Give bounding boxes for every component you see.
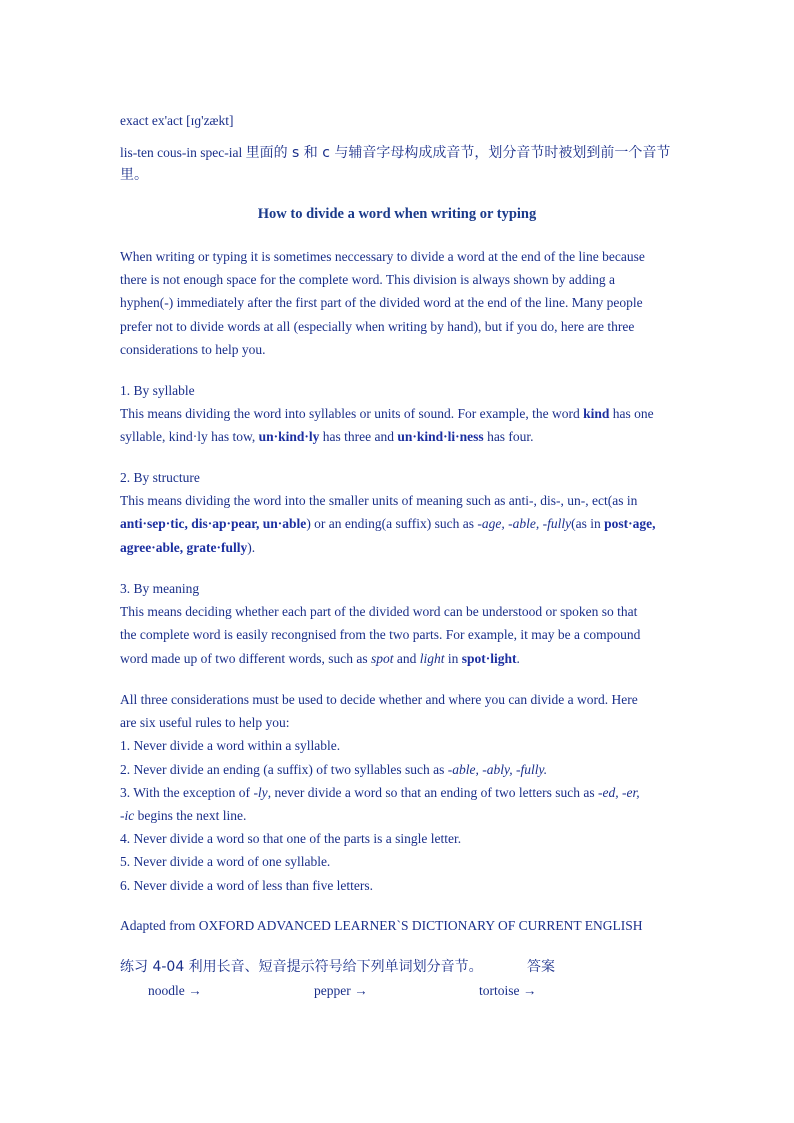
rule-3: 3. With the exception of -ly, never divide a word so that an ending of two letters such as -ed, -er,: [120, 784, 640, 800]
rules-intro-line: are six useful rules to help you:: [120, 715, 290, 731]
listen-chinese-continued: 里。: [120, 167, 148, 183]
by-structure-line-2: anti·sep·tic, dis·ap·pear, un·able) or an ending(a suffix) such as -age, -able, -fully(as in post·age,: [120, 516, 656, 532]
by-meaning-line-3: word made up of two different words, such as spot and light in spot·light.: [120, 650, 520, 666]
example-word: agree·able, grate·fully: [120, 539, 248, 555]
by-structure-heading: 2. By structure: [120, 470, 200, 485]
rule-4: 4. Never divide a word so that one of the parts is a single letter.: [120, 831, 462, 847]
by-meaning-section: [120, 577, 686, 670]
intro-line: When writing or typing it is sometimes neccessary to divide a word at the end of the line because: [120, 249, 645, 264]
listen-line: [120, 141, 670, 165]
by-syllable-section: [120, 379, 686, 449]
listen-english: lis-ten cous-in spec-ial: [120, 145, 243, 160]
example-word: anti·sep·tic, dis·ap·pear, un·able: [120, 516, 307, 532]
example-suffix: -age, -able, -fully: [477, 516, 572, 532]
example-word: un·kind·ly: [258, 429, 320, 445]
intro-line: considerations to help you.: [120, 341, 266, 357]
by-meaning-heading: 3. By meaning: [120, 581, 200, 596]
rule-1: 1. Never divide a word within a syllable.: [120, 738, 341, 754]
by-meaning-line-1: This means deciding whether each part of the divided word can be understood or spoken so that: [120, 604, 638, 620]
exercise-word-noodle: noodle →: [148, 983, 202, 998]
exact-line: exact ex'act [ɪɡ'zækt]: [120, 113, 234, 128]
by-structure-line-3: agree·able, grate·fully).: [120, 539, 256, 555]
example-word: post·age,: [604, 516, 656, 532]
by-structure-line-1: This means dividing the word into the smaller units of meaning such as anti-, dis-, un-, ect(as in: [120, 493, 638, 509]
exercise-word-pepper: pepper →: [314, 983, 368, 998]
by-syllable-line-1: This means dividing the word into syllables or units of sound. For example, the word kind has one: [120, 406, 654, 422]
by-structure-section: [120, 466, 686, 559]
rule-2: 2. Never divide an ending (a suffix) of two syllables such as -able, -ably, -fully.: [120, 761, 548, 777]
example-word: kind: [583, 406, 610, 422]
rule-5: 5. Never divide a word of one syllable.: [120, 854, 331, 870]
exercise-word-tortoise: tortoise →: [479, 983, 537, 998]
by-syllable-line-2: syllable, kind·ly has tow, un·kind·ly has three and un·kind·li·ness has four.: [120, 429, 534, 445]
intro-paragraph: [120, 245, 686, 361]
rule-6: 6. Never divide a word of less than five letters.: [120, 877, 374, 893]
example-word: un·kind·li·ness: [397, 429, 484, 445]
rules-intro-line: All three considerations must be used to decide whether and where you can divide a word. Here: [120, 692, 638, 707]
answer-link[interactable]: 答案: [527, 959, 555, 975]
by-meaning-line-2: the complete word is easily recongnised from the two parts. For example, it may be a compound: [120, 627, 641, 643]
intro-line: hyphen(-) immediately after the first part of the divided word at the end of the line. Many people: [120, 295, 643, 311]
example-word: light: [419, 650, 445, 666]
rule-3-continued: -ic begins the next line.: [120, 808, 247, 824]
source-citation: Adapted from OXFORD ADVANCED LEARNER`S DICTIONARY OF CURRENT ENGLISH: [120, 918, 643, 933]
by-syllable-heading: 1. By syllable: [120, 383, 195, 398]
exercise-label: 练习 4-04 利用长音、短音提示符号给下列单词划分音节。: [120, 959, 483, 975]
example-word: spot·light: [461, 650, 517, 666]
rules-section: [120, 688, 686, 897]
example-word: spot: [370, 650, 394, 666]
listen-chinese: 里面的 s 和 c 与辅音字母构成成音节，划分音节时被划到前一个音节: [245, 145, 671, 161]
intro-line: there is not enough space for the complete word. This division is always shown by adding a: [120, 272, 616, 288]
section-title: How to divide a word when writing or typing: [257, 206, 537, 222]
intro-line: prefer not to divide words at all (especially when writing by hand), but if you do, here are three: [120, 318, 635, 334]
